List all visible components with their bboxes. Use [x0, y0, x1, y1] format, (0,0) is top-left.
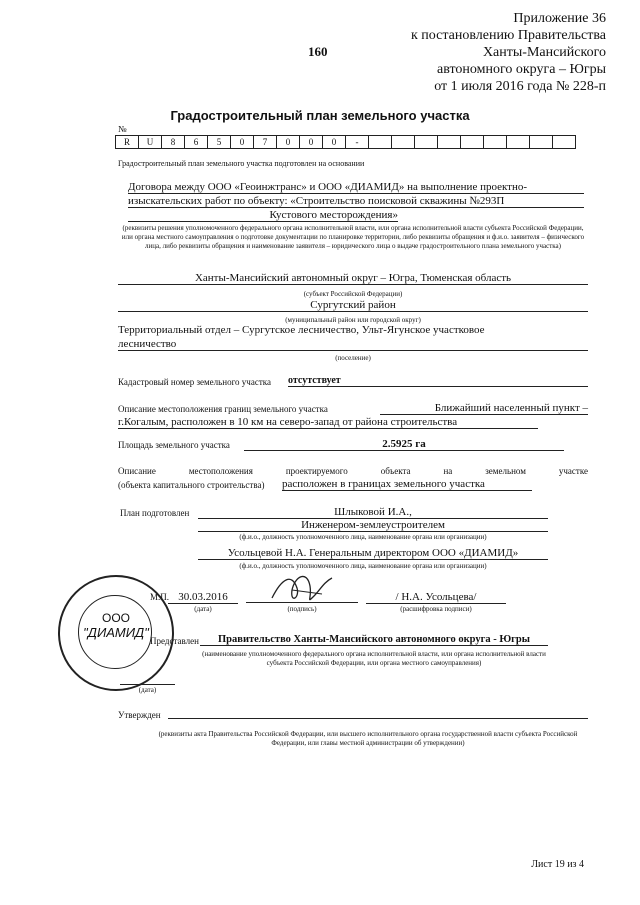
object-label-1: Описание местоположения проектируемого объекта на земельном участке	[118, 466, 588, 476]
settlement-caption: (поселение)	[335, 354, 371, 362]
plan-number-cell: R	[115, 135, 139, 149]
prepared-caption: (ф.и.о., должность уполномоченного лица, наименование органа или организации)	[239, 533, 487, 541]
settlement-value-1: Территориальный отдел – Сургутское лесничество, Ульт-Ягунское участковое	[118, 324, 485, 336]
settlement-value-2: лесничество	[118, 338, 588, 351]
area-value: 2.5925 га	[244, 438, 564, 451]
location-value-2: г.Когалым, расположен в 10 км на северо-запад от района строительства	[118, 416, 538, 429]
appendix-line-2: к постановлению Правительства	[410, 28, 606, 43]
plan-number-cell: 7	[253, 135, 277, 149]
stamp-org-short: ООО	[101, 611, 130, 625]
basis-text-3: Кустового месторождения»	[128, 209, 398, 222]
plan-number-cell: 8	[161, 135, 185, 149]
basis-label: Градостроительный план земельного участка подготовлен на основании	[118, 159, 365, 168]
plan-number-cell	[437, 135, 461, 149]
director-caption: (ф.и.о., должность уполномоченного лица, наименование органа или организации)	[239, 562, 487, 570]
appendix-line-5: от 1 июля 2016 года № 228-п	[434, 79, 606, 94]
presented-label: Представлен	[150, 636, 199, 646]
signature-drawing	[262, 568, 342, 610]
basis-text-1: Договора между ООО «Геоинжтранс» и ООО «ДИАМИД» на выполнение проектно-	[128, 181, 584, 194]
approved-caption: (реквизиты акта Правительства Российской Федерации, или высшего исполнительного органа государственной власти субъекта Российской Федерации, или главы местной администрации об утверждении)	[158, 730, 578, 747]
plan-number-cell	[391, 135, 415, 149]
prepared-label: План подготовлен	[120, 508, 190, 518]
prepared-position: Инженером-землеустроителем	[198, 519, 548, 532]
subject-caption: (субъект Российской Федерации)	[303, 290, 403, 298]
plan-number-cell	[483, 135, 507, 149]
basis-caption: (реквизиты решения уполномоченного федерального органа исполнительной власти, или органа исполнительной власти субъекта Российской Федерации, или органа местного самоуправления о подготовке документации по планировке территории, либо реквизиты обращения и ф.и.о. заявителя – физического лица, либо реквизиты обращения и наименование заявителя – юридического лица о выдаче градостроительного плана земельного участка)	[121, 224, 585, 250]
plan-number-cell: 0	[230, 135, 254, 149]
director-value: Усольцевой Н.А. Генеральным директором ООО «ДИАМИД»	[198, 547, 548, 560]
decoding-caption: (расшифровка подписи)	[400, 605, 472, 613]
decoding-value: / Н.А. Усольцева/	[366, 591, 506, 604]
plan-number-cell: 0	[299, 135, 323, 149]
presented-caption: (наименование уполномоченного федерального органа исполнительной власти, или органа исполнительной власти субъекта Российской Федерации, или органа местного самоуправления)	[202, 650, 546, 667]
plan-number-cell	[506, 135, 530, 149]
plan-number-cell: U	[138, 135, 162, 149]
plan-number-cell: 0	[276, 135, 300, 149]
subject-value: Ханты-Мансийский автономный округ – Югра, Тюменская область	[118, 272, 588, 285]
plan-number-cell	[529, 135, 553, 149]
district-caption: (муниципальный район или городской округ)	[285, 316, 421, 324]
plan-number-cell	[460, 135, 484, 149]
district-value: Сургутский район	[118, 299, 588, 312]
document-title: Градостроительный план земельного участка	[170, 108, 470, 123]
cadastral-value: отсутствует	[288, 375, 588, 387]
page-footer: Лист 19 из 4	[531, 859, 584, 870]
mp-label: М.П.	[150, 592, 170, 602]
prepared-name: Шлыковой И.А.,	[198, 506, 548, 519]
plan-number-cell: -	[345, 135, 369, 149]
cadastral-label: Кадастровый номер земельного участка	[118, 377, 271, 387]
approved-label: Утвержден	[118, 710, 161, 720]
appendix-header	[411, 10, 606, 95]
date-value: 30.03.2016	[168, 591, 238, 604]
location-value-1: Ближайший населенный пункт –	[380, 402, 588, 415]
date2-caption: (дата)	[138, 686, 157, 694]
page-number: 160	[308, 44, 328, 59]
object-label-2: (объекта капитального строительства)	[118, 480, 265, 490]
signature-caption: (подпись)	[287, 605, 317, 613]
approved-line	[168, 718, 588, 719]
location-label: Описание местоположения границ земельного участка	[118, 404, 328, 414]
stamp-org-name: "ДИАМИД"	[83, 625, 149, 640]
plan-number-grid	[116, 135, 576, 149]
number-label: №	[118, 124, 127, 134]
plan-number-cell: 5	[207, 135, 231, 149]
plan-number-cell	[368, 135, 392, 149]
area-label: Площадь земельного участка	[118, 440, 230, 450]
appendix-line-4: автономного округа – Югры	[437, 62, 606, 77]
presented-value: Правительство Ханты-Мансийского автономного округа - Югры	[200, 634, 548, 646]
plan-number-cell	[552, 135, 576, 149]
basis-text-2: изыскательских работ по объекту: «Строительство поисковой скважины №293П	[128, 195, 584, 208]
plan-number-cell: 0	[322, 135, 346, 149]
object-value: расположен в границах земельного участка	[282, 478, 532, 491]
plan-number-cell: 6	[184, 135, 208, 149]
plan-number-cell	[414, 135, 438, 149]
date-caption: (дата)	[194, 605, 212, 613]
appendix-line-3: Ханты-Мансийского	[482, 45, 606, 60]
appendix-title: Приложение 36	[513, 11, 606, 26]
company-stamp	[58, 575, 174, 691]
